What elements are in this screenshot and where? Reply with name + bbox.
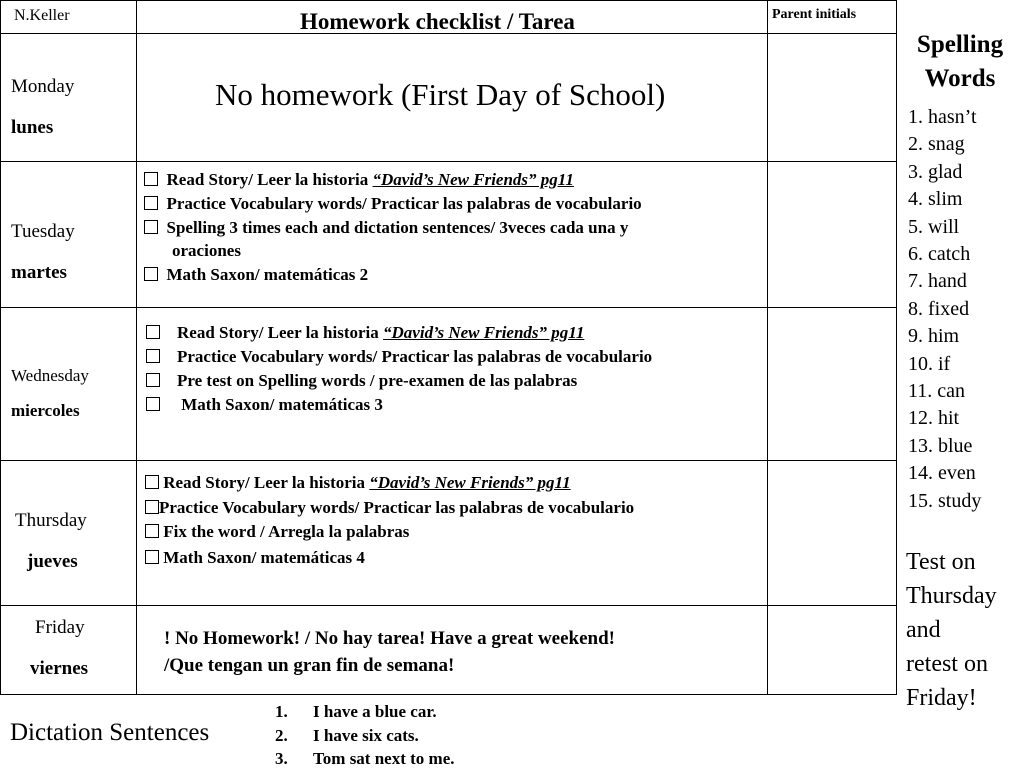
test-note-line: Friday!	[906, 685, 977, 711]
test-note-line: Test on	[906, 549, 976, 575]
table-row-divider-tuesday	[0, 307, 897, 308]
task-text: Practice Vocabulary words/ Practicar las palabras de vocabulario	[166, 194, 642, 213]
checkbox[interactable]	[145, 500, 159, 514]
table-border-bottom	[0, 694, 897, 695]
dictation-sentence: 2. I have six cats.	[275, 725, 419, 745]
task-thursday-read-story	[145, 473, 571, 493]
task-text: Read Story/ Leer la historia	[163, 473, 370, 492]
test-note-line: retest on	[906, 651, 988, 677]
checkbox[interactable]	[146, 325, 160, 339]
task-tuesday-vocabulary	[144, 194, 642, 214]
friday-note-line1: ! No Homework! / No hay tarea! Have a great weekend!	[164, 628, 615, 649]
spelling-word: 7. hand	[908, 270, 967, 293]
day-label-monday-es: lunes	[11, 117, 54, 138]
table-column-divider-initials	[767, 0, 768, 695]
spelling-word: 1. hasn’t	[908, 106, 977, 128]
task-text: Math Saxon/ matemáticas 2	[166, 265, 369, 284]
test-note-line: and	[906, 617, 941, 643]
task-wednesday-read-story	[146, 323, 584, 343]
task-text: Read Story/ Leer la historia	[177, 323, 384, 342]
day-label-tuesday-es: martes	[11, 262, 67, 283]
spelling-word: 2. snag	[908, 133, 965, 156]
task-thursday-vocabulary	[145, 498, 634, 518]
dictation-label: Dictation Sentences	[10, 719, 210, 746]
task-tuesday-spelling-continued: oraciones	[172, 241, 241, 260]
day-label-monday-en: Monday	[11, 76, 75, 97]
spelling-title-line1: Spelling	[916, 31, 1004, 58]
task-wednesday-math	[146, 395, 383, 415]
spelling-word: 4. slim	[908, 188, 963, 211]
story-title-link: “David’s New Friends” pg11	[383, 323, 585, 342]
test-note-line: Thursday	[906, 583, 997, 609]
day-label-wednesday-es: miercoles	[11, 401, 80, 420]
day-label-tuesday-en: Tuesday	[11, 221, 75, 242]
dictation-sentence: 3. Tom sat next to me.	[275, 749, 455, 768]
checkbox[interactable]	[144, 267, 158, 281]
day-label-wednesday-en: Wednesday	[11, 366, 89, 385]
parent-initials-header: Parent initials	[772, 7, 857, 22]
page-title: Homework checklist / Tarea	[300, 9, 575, 34]
task-text: Practice Vocabulary words/ Practicar las palabras de vocabulario	[177, 347, 653, 366]
checkbox[interactable]	[144, 172, 158, 186]
spelling-word: 9. him	[908, 325, 960, 348]
table-row-divider-monday	[0, 161, 897, 162]
checkbox[interactable]	[146, 349, 160, 363]
checkbox[interactable]	[144, 220, 158, 234]
table-row-divider-thursday	[0, 605, 897, 606]
spelling-word-list	[908, 104, 981, 515]
friday-note-line2: /Que tengan un gran fin de semana!	[164, 655, 455, 676]
task-text: Math Saxon/ matemáticas 3	[181, 395, 383, 414]
story-title-link: “David’s New Friends” pg11	[369, 473, 571, 492]
task-wednesday-vocabulary	[146, 347, 652, 367]
task-thursday-fix-word	[145, 522, 409, 542]
story-title-link: “David’s New Friends” pg11	[372, 170, 574, 189]
spelling-word: 8. fixed	[908, 297, 970, 320]
checkbox[interactable]	[145, 524, 159, 538]
task-text: Practice Vocabulary words/ Practicar las palabras de vocabulario	[159, 498, 635, 517]
checkbox[interactable]	[146, 397, 160, 411]
task-thursday-math	[145, 548, 365, 568]
task-text: Spelling 3 times each and dictation sentences/ 3veces cada una y	[166, 218, 629, 237]
day-label-friday-es: viernes	[30, 658, 89, 679]
checkbox[interactable]	[145, 550, 159, 564]
spelling-word: 14. even	[908, 462, 976, 485]
spelling-word: 6. catch	[908, 243, 971, 266]
spelling-word: 10. if	[908, 352, 951, 375]
monday-note: No homework (First Day of School)	[215, 77, 666, 112]
test-note	[906, 545, 997, 715]
task-text: Pre test on Spelling words / pre-examen de las palabras	[177, 371, 578, 390]
dictation-sentence-list	[275, 700, 455, 771]
teacher-name: N.Keller	[14, 7, 70, 24]
task-text: Read Story/ Leer la historia	[166, 170, 373, 189]
checkbox[interactable]	[144, 196, 158, 210]
spelling-word: 11. can	[908, 380, 966, 403]
task-tuesday-math	[144, 265, 368, 285]
spelling-word: 3. glad	[908, 160, 963, 183]
dictation-sentence: 1. I have a blue car.	[275, 702, 437, 721]
table-border-left	[0, 0, 1, 695]
spelling-word: 12. hit	[908, 407, 960, 430]
table-border-top	[0, 0, 897, 1]
table-column-divider-day	[136, 0, 137, 695]
day-label-friday-en: Friday	[35, 617, 85, 638]
day-label-thursday-en: Thursday	[15, 510, 87, 531]
checkbox[interactable]	[145, 475, 159, 489]
task-text: Math Saxon/ matemáticas 4	[163, 548, 365, 567]
spelling-word: 5. will	[908, 215, 960, 238]
checkbox[interactable]	[146, 373, 160, 387]
spelling-word: 13. blue	[908, 434, 973, 457]
task-wednesday-pretest	[146, 371, 577, 391]
spelling-word: 15. study	[908, 489, 982, 512]
table-row-divider-wednesday	[0, 460, 897, 461]
spelling-title-line2: Words	[924, 65, 996, 92]
task-text: Fix the word / Arregla la palabras	[163, 522, 410, 541]
day-label-thursday-es: jueves	[27, 551, 78, 572]
spelling-title	[898, 28, 1022, 96]
table-border-right	[896, 0, 897, 695]
task-tuesday-read-story	[144, 170, 574, 190]
task-tuesday-spelling	[144, 218, 628, 238]
